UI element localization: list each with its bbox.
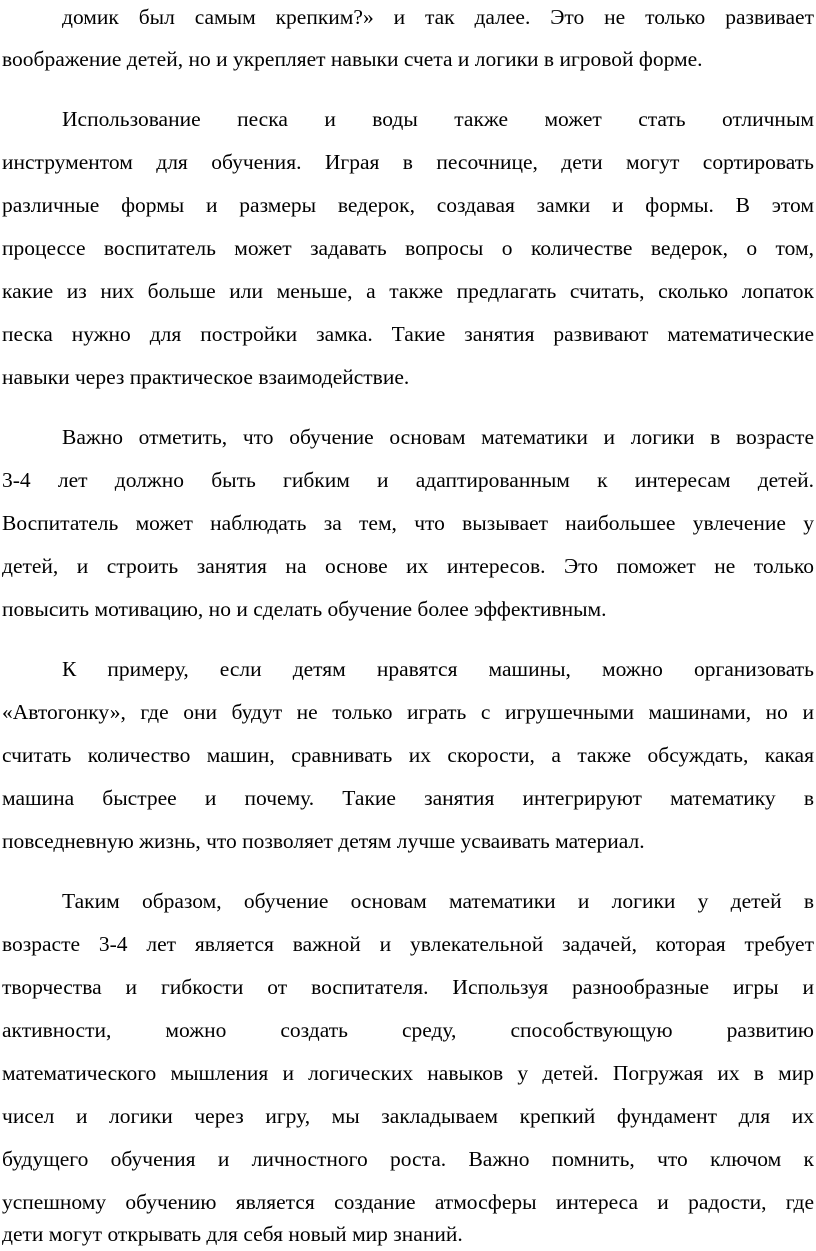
text-line: детей, и строить занятия на основе их интересов. Это поможет не только	[2, 554, 814, 578]
text-line: песка нужно для постройки замка. Такие занятия развивают математические	[2, 322, 814, 346]
text-line: будущего обучения и личностного роста. Важно помнить, что ключом к	[2, 1147, 814, 1171]
text-line: домик был самым крепким?» и так далее. Это не только развивает	[62, 5, 814, 29]
text-line: процессе воспитатель может задавать вопросы о количестве ведерок, о том,	[2, 236, 814, 260]
text-line: дети могут открывать для себя новый мир знаний.	[2, 1222, 463, 1246]
text-line: инструментом для обучения. Играя в песочнице, дети могут сортировать	[2, 150, 814, 174]
text-line: Использование песка и воды также может стать отличным	[62, 107, 814, 131]
text-line: какие из них больше или меньше, а также предлагать считать, сколько лопаток	[2, 279, 814, 303]
text-line: «Автогонку», где они будут не только играть с игрушечными машинами, но и	[2, 700, 814, 724]
text-line: математического мышления и логических навыков у детей. Погружая их в мир	[2, 1061, 814, 1085]
text-line: Воспитатель может наблюдать за тем, что вызывает наибольшее увлечение у	[2, 511, 814, 535]
text-line: творчества и гибкости от воспитателя. Используя разнообразные игры и	[2, 975, 814, 999]
text-line: повысить мотивацию, но и сделать обучение более эффективным.	[2, 597, 607, 621]
text-line: возрасте 3-4 лет является важной и увлекательной задачей, которая требует	[2, 932, 814, 956]
text-line: повседневную жизнь, что позволяет детям лучше усваивать материал.	[2, 829, 645, 853]
text-line: различные формы и размеры ведерок, создавая замки и формы. В этом	[2, 193, 814, 217]
text-line: чисел и логики через игру, мы закладываем крепкий фундамент для их	[2, 1104, 814, 1128]
text-line: навыки через практическое взаимодействие.	[2, 365, 410, 389]
text-line: Важно отметить, что обучение основам математики и логики в возрасте	[62, 425, 814, 449]
text-line: Таким образом, обучение основам математики и логики у детей в	[62, 889, 814, 913]
text-line: 3-4 лет должно быть гибким и адаптированным к интересам детей.	[2, 468, 814, 492]
text-line: считать количество машин, сравнивать их скорости, а также обсуждать, какая	[2, 743, 814, 767]
text-line: воображение детей, но и укрепляет навыки счета и логики в игровой форме.	[2, 47, 703, 71]
text-line: машина быстрее и почему. Такие занятия интегрируют математику в	[2, 786, 814, 810]
text-line: успешному обучению является создание атмосферы интереса и радости, где	[2, 1190, 814, 1214]
text-line: К примеру, если детям нравятся машины, можно организовать	[62, 657, 814, 681]
text-line: активности, можно создать среду, способствующую развитию	[2, 1018, 814, 1042]
